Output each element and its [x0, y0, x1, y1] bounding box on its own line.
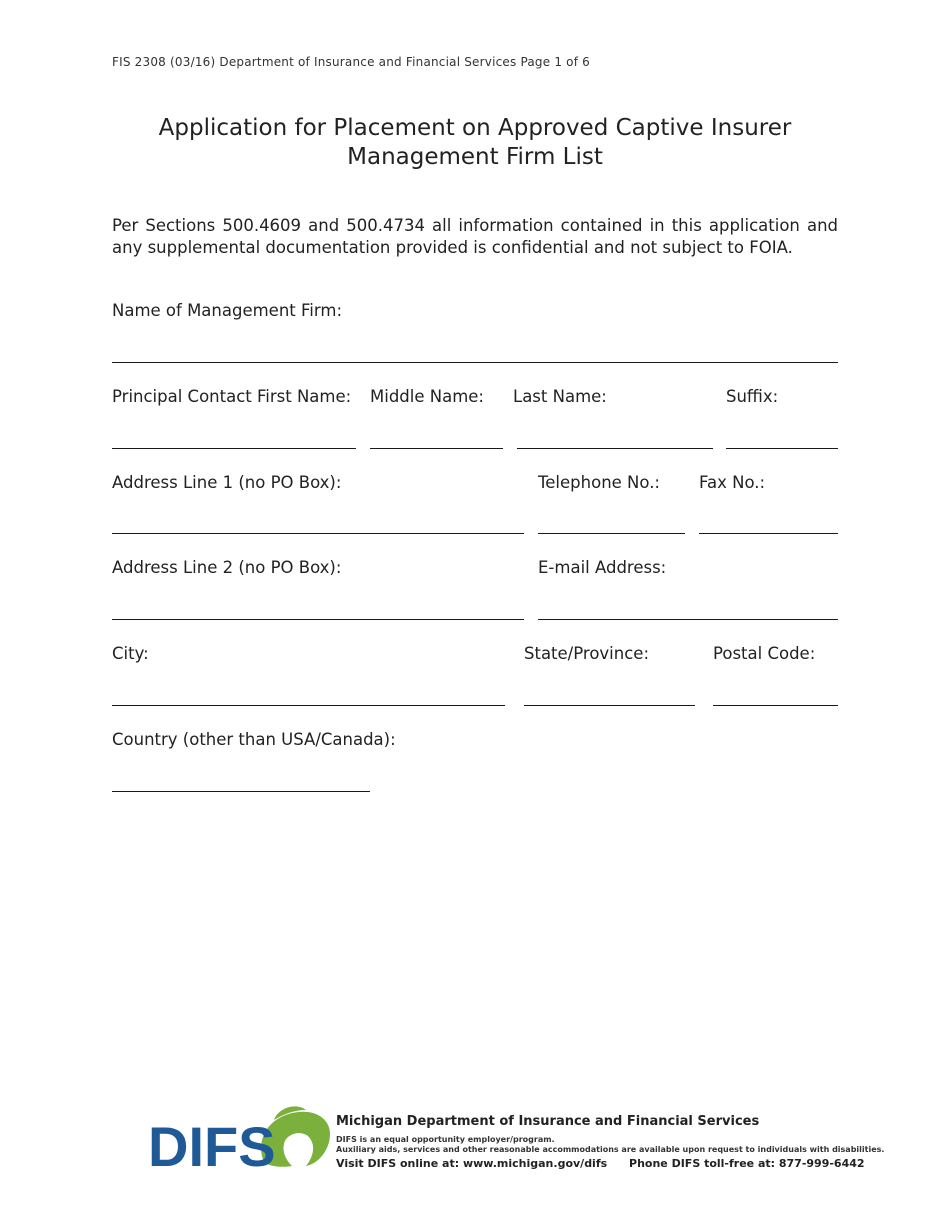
address1-label: Address Line 1 (no PO Box):: [112, 473, 342, 492]
last-name-field[interactable]: [517, 448, 713, 449]
fax-field[interactable]: [699, 533, 838, 534]
footer-website: Visit DIFS online at: www.michigan.gov/difs: [336, 1157, 608, 1170]
telephone-label: Telephone No.:: [538, 473, 660, 492]
last-name-label: Last Name:: [513, 387, 607, 406]
footer-contact: [336, 1157, 865, 1170]
footer-phone: Phone DIFS toll-free at: 877-999-6442: [629, 1157, 865, 1170]
telephone-field[interactable]: [538, 533, 685, 534]
suffix-field[interactable]: [726, 448, 838, 449]
firm-name-label: Name of Management Firm:: [112, 301, 343, 320]
middle-name-field[interactable]: [370, 448, 503, 449]
suffix-label: Suffix:: [726, 387, 779, 406]
firm-name-field[interactable]: [112, 362, 838, 363]
address2-field[interactable]: [112, 619, 524, 620]
country-label: Country (other than USA/Canada):: [112, 730, 396, 749]
middle-name-label: Middle Name:: [370, 387, 484, 406]
address1-field[interactable]: [112, 533, 524, 534]
footer-eoe: DIFS is an equal opportunity employer/program.: [336, 1135, 555, 1144]
city-label: City:: [112, 644, 149, 663]
email-field[interactable]: [538, 619, 838, 620]
difs-logo-text: DIFS: [148, 1115, 276, 1174]
first-name-label: Principal Contact First Name:: [112, 387, 352, 406]
city-field[interactable]: [112, 705, 505, 706]
fax-label: Fax No.:: [699, 473, 766, 492]
footer-org-name: Michigan Department of Insurance and Financial Services: [336, 1114, 760, 1129]
confidentiality-notice: Per Sections 500.4609 and 500.4734 all information contained in this application and any supplemental documentation provided is confidential and not subject to FOIA.: [112, 216, 838, 257]
page-title-line2: Management Firm List: [347, 144, 603, 170]
address2-label: Address Line 2 (no PO Box):: [112, 558, 342, 577]
postal-code-field[interactable]: [713, 705, 838, 706]
postal-code-label: Postal Code:: [713, 644, 816, 663]
email-label: E-mail Address:: [538, 558, 667, 577]
country-field[interactable]: [112, 791, 370, 792]
form-header: FIS 2308 (03/16) Department of Insurance and Financial Services Page 1 of 6: [112, 55, 590, 69]
page-title-line1: Application for Placement on Approved Captive Insurer: [158, 115, 792, 141]
footer-accommodations: Auxiliary aids, services and other reasonable accommodations are available upon request to individuals with disabilities.: [336, 1145, 885, 1154]
state-field[interactable]: [524, 705, 695, 706]
state-label: State/Province:: [524, 644, 649, 663]
difs-logo: [146, 1104, 334, 1174]
first-name-field[interactable]: [112, 448, 356, 449]
